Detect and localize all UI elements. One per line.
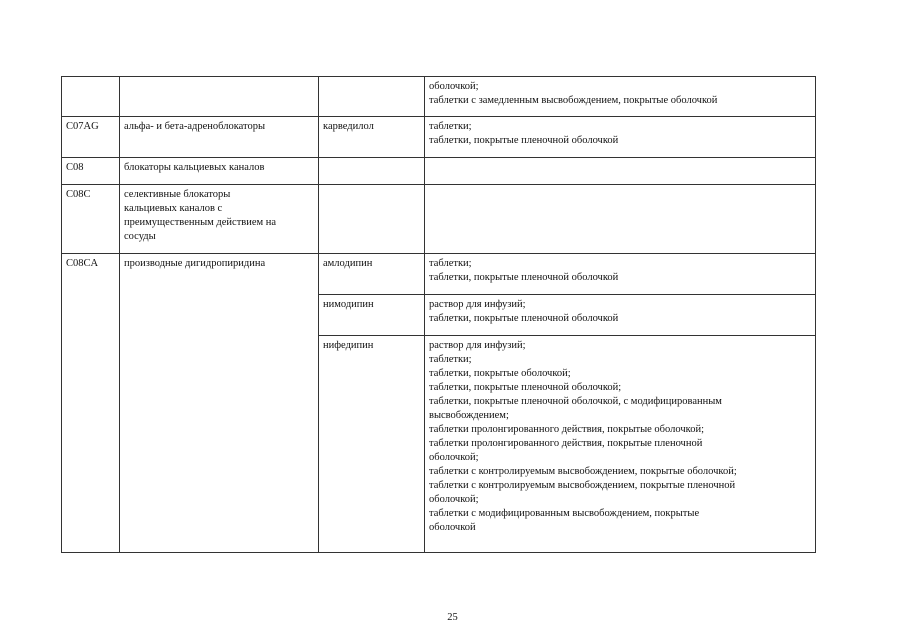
dosage-forms-cell bbox=[425, 158, 816, 185]
drug-name-cell: амлодипин bbox=[319, 254, 425, 295]
table-row bbox=[62, 185, 816, 254]
atc-code-cell: C07AG bbox=[62, 117, 120, 158]
dosage-forms-cell: раствор для инфузий; таблетки, покрытые пленочной оболочкой bbox=[425, 295, 816, 336]
drug-name-cell bbox=[319, 185, 425, 254]
drug-name-cell: нифедипин bbox=[319, 336, 425, 553]
drug-name-cell bbox=[319, 77, 425, 117]
group-cell bbox=[120, 77, 319, 117]
dosage-forms-cell bbox=[425, 185, 816, 254]
atc-code-cell: C08CA bbox=[62, 254, 120, 553]
drug-table bbox=[61, 76, 816, 553]
dosage-forms-cell: раствор для инфузий; таблетки; таблетки, покрытые оболочкой; таблетки, покрытые пленочной оболочкой; таблетки, покрытые пленочной оболочкой, с модифицированным высвобождением; таблетки пролонгированного действия, покрытые оболочкой; таблетки пролонгированного действия, покрытые пленочной оболочкой; таблетки с контролируемым высвобождением, покрытые оболочкой; таблетки с контролируемым высвобождением, покрытые пленочной оболочкой; таблетки с модифицированным высвобождением, покрытые оболочкой bbox=[425, 336, 816, 553]
dosage-forms-cell: таблетки; таблетки, покрытые пленочной оболочкой bbox=[425, 117, 816, 158]
group-cell: блокаторы кальциевых каналов bbox=[120, 158, 319, 185]
table-row bbox=[62, 158, 816, 185]
drug-name-cell: нимодипин bbox=[319, 295, 425, 336]
atc-code-cell: C08C bbox=[62, 185, 120, 254]
atc-code-cell bbox=[62, 77, 120, 117]
group-cell: производные дигидропиридина bbox=[120, 254, 319, 553]
dosage-forms-cell: оболочкой; таблетки с замедленным высвобождением, покрытые оболочкой bbox=[425, 77, 816, 117]
group-cell: селективные блокаторы кальциевых каналов с преимущественным действием на сосуды bbox=[120, 185, 319, 254]
table-row bbox=[62, 117, 816, 158]
page-number: 25 bbox=[447, 612, 458, 623]
drug-name-cell bbox=[319, 158, 425, 185]
dosage-forms-cell: таблетки; таблетки, покрытые пленочной оболочкой bbox=[425, 254, 816, 295]
group-cell: альфа- и бета-адреноблокаторы bbox=[120, 117, 319, 158]
table-row bbox=[62, 254, 816, 295]
drug-name-cell: карведилол bbox=[319, 117, 425, 158]
atc-code-cell: C08 bbox=[62, 158, 120, 185]
table-row bbox=[62, 77, 816, 117]
